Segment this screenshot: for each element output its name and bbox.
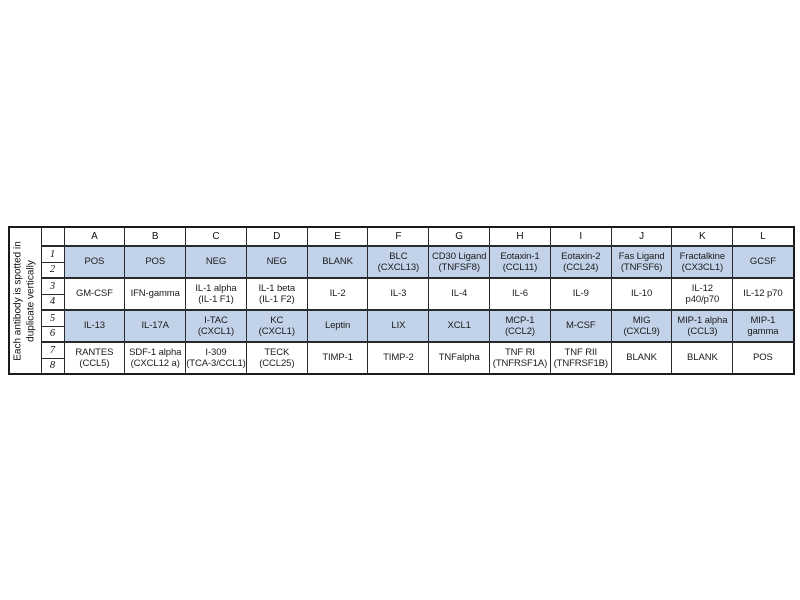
cell-text-line: (CCL3) (687, 326, 718, 337)
cell-text-line: (CCL25) (259, 358, 295, 369)
cell-text-line: BLANK (322, 256, 353, 268)
cell-text-line: (IL-1 F1) (198, 294, 234, 305)
array-cell (307, 278, 368, 310)
column-header-l: L (733, 227, 794, 246)
array-cell (64, 310, 125, 342)
cell-text-line: I-TAC (204, 314, 228, 326)
array-cell (64, 342, 125, 374)
column-header-h: H (490, 227, 551, 246)
array-cell (186, 342, 247, 374)
array-cell (125, 342, 186, 374)
cell-text-line: (CCL11) (502, 262, 538, 273)
cell-text-line: (CCL24) (563, 262, 599, 273)
column-header-e: E (307, 227, 368, 246)
cell-text-line: IL-17A (141, 320, 169, 332)
row-number: 5 (41, 310, 64, 326)
array-cell (429, 310, 490, 342)
cell-text-line: XCL1 (447, 320, 471, 332)
array-cell (611, 246, 672, 278)
array-cell (125, 310, 186, 342)
array-cell (490, 342, 551, 374)
cell-text-line: TECK (264, 346, 290, 358)
cell-text-line: IL-4 (451, 288, 468, 300)
cell-text-line: POS (84, 256, 105, 268)
cell-text-line: NEG (266, 256, 287, 268)
cell-text-line: Eotaxin-1 (500, 250, 540, 262)
cell-text-line: IL-12 (691, 282, 713, 294)
cell-text-line: IFN-gamma (130, 288, 180, 300)
array-cell (307, 246, 368, 278)
column-header-d: D (246, 227, 307, 246)
cell-text-line: (TNFSF6) (620, 262, 663, 273)
row-number: 2 (41, 262, 64, 278)
cell-text-line: TIMP-1 (322, 352, 353, 364)
row-number: 8 (41, 358, 64, 374)
cell-text-line: gamma (747, 326, 779, 337)
column-header-b: B (125, 227, 186, 246)
cell-text-line: IL-12 p70 (743, 288, 783, 300)
row-number: 6 (41, 326, 64, 342)
cell-text-line: IL-10 (630, 288, 653, 300)
cell-text-line: duplicate vertically (25, 259, 37, 342)
column-header-g: G (429, 227, 490, 246)
cell-text-line: CD30 Ligand (432, 250, 487, 262)
cell-text-line: MIP-1 alpha (677, 314, 728, 326)
array-cell (611, 342, 672, 374)
column-header-k: K (672, 227, 733, 246)
cell-text-line: Each antibody is spotted in (12, 240, 24, 361)
cell-text-line: TIMP-2 (383, 352, 414, 364)
cell-text-line: Leptin (324, 320, 351, 332)
cell-text-line: IL-3 (390, 288, 407, 300)
column-header-f: F (368, 227, 429, 246)
cell-text-line: IL-1 alpha (195, 282, 237, 294)
array-cell (368, 246, 429, 278)
cell-text-line: BLANK (626, 352, 657, 364)
array-cell (246, 246, 307, 278)
antibody-array-table (8, 226, 795, 375)
cell-text-line: M-CSF (565, 320, 596, 332)
cell-text-line: GM-CSF (75, 288, 113, 300)
cell-text-line: (CX3CL1) (681, 262, 724, 273)
cell-text-line: GCSF (749, 256, 776, 268)
cell-text-line: POS (753, 352, 773, 364)
cell-text-line: Eotaxin-2 (561, 250, 601, 262)
row-number: 3 (41, 278, 64, 294)
array-cell (490, 310, 551, 342)
array-cell (733, 278, 794, 310)
array-cell (429, 246, 490, 278)
array-cell (672, 246, 733, 278)
array-cell (429, 342, 490, 374)
cell-text-line: Fas Ligand (618, 250, 665, 262)
cell-text-line: (IL-1 F2) (259, 294, 295, 305)
column-header-c: C (186, 227, 247, 246)
cell-text-line: KC (270, 314, 284, 326)
cell-text-line: NEG (205, 256, 227, 268)
row-number: 7 (41, 342, 64, 358)
array-cell (672, 310, 733, 342)
array-cell (186, 278, 247, 310)
cell-text-line: MCP-1 (505, 314, 535, 326)
array-cell (368, 278, 429, 310)
array-cell (246, 278, 307, 310)
row-number: 1 (41, 246, 64, 262)
array-cell (186, 310, 247, 342)
cell-text-line: MIG (632, 314, 651, 326)
array-cell (611, 278, 672, 310)
cell-text-line: (CCL5) (79, 358, 110, 369)
array-cell (672, 342, 733, 374)
column-header-i: I (550, 227, 611, 246)
cell-text-line: TNF RII (564, 346, 598, 358)
cell-text-line: (CXCL9) (623, 326, 660, 337)
cell-text-line: IL-2 (329, 288, 346, 300)
cell-text-line: Fractalkine (679, 250, 726, 262)
cell-text-line: (CXCL12 a) (130, 358, 180, 369)
cell-text-line: I-309 (205, 346, 227, 358)
cell-text-line: MIP-1 (750, 314, 776, 326)
cell-text-line: (CXCL13) (377, 262, 420, 273)
cell-text-line: BLC (389, 250, 408, 262)
cell-text-line: (TNFRSF1B) (553, 358, 608, 369)
array-cell (64, 246, 125, 278)
array-cell (490, 246, 551, 278)
cell-text-line: (CXCL1) (197, 326, 235, 337)
cell-text-line: POS (145, 256, 166, 268)
side-label (9, 227, 41, 374)
cell-text-line: IL-1 beta (258, 282, 296, 294)
array-cell (550, 246, 611, 278)
cell-text-line: p40/p70 (685, 294, 720, 305)
array-cell (611, 310, 672, 342)
array-cell (246, 342, 307, 374)
array-cell (186, 246, 247, 278)
array-cell (125, 246, 186, 278)
array-cell (64, 278, 125, 310)
column-header-j: J (611, 227, 672, 246)
cell-text-line: (CXCL1) (258, 326, 295, 337)
cell-text-line: TNFalpha (438, 352, 480, 364)
array-cell (672, 278, 733, 310)
array-cell (307, 310, 368, 342)
array-cell (429, 278, 490, 310)
row-number: 4 (41, 294, 64, 310)
array-cell (307, 342, 368, 374)
array-cell (246, 310, 307, 342)
array-cell (733, 342, 794, 374)
array-cell (550, 310, 611, 342)
cell-text-line: RANTES (75, 346, 114, 358)
array-cell (368, 310, 429, 342)
array-cell (550, 342, 611, 374)
cell-text-line: SDF-1 alpha (129, 346, 182, 358)
array-cell (490, 278, 551, 310)
column-header-a: A (64, 227, 125, 246)
array-cell (368, 342, 429, 374)
cell-text-line: IL-6 (511, 288, 528, 300)
corner-cell (41, 227, 64, 246)
cell-text-line: IL-13 (83, 320, 105, 332)
side-label-text (13, 227, 38, 374)
cell-text-line: LIX (391, 320, 406, 332)
array-cell (733, 310, 794, 342)
array-cell (125, 278, 186, 310)
cell-text-line: TNF RI (504, 346, 535, 358)
cell-text-line: (TCA-3/CCL1) (186, 358, 246, 369)
array-cell (733, 246, 794, 278)
cell-text-line: BLANK (687, 352, 718, 364)
cell-text-line: (TNFRSF1A) (492, 358, 548, 369)
array-cell (550, 278, 611, 310)
cell-text-line: (TNFSF8) (438, 262, 480, 273)
cell-text-line: IL-9 (572, 288, 589, 300)
cell-text-line: (CCL2) (504, 326, 535, 337)
